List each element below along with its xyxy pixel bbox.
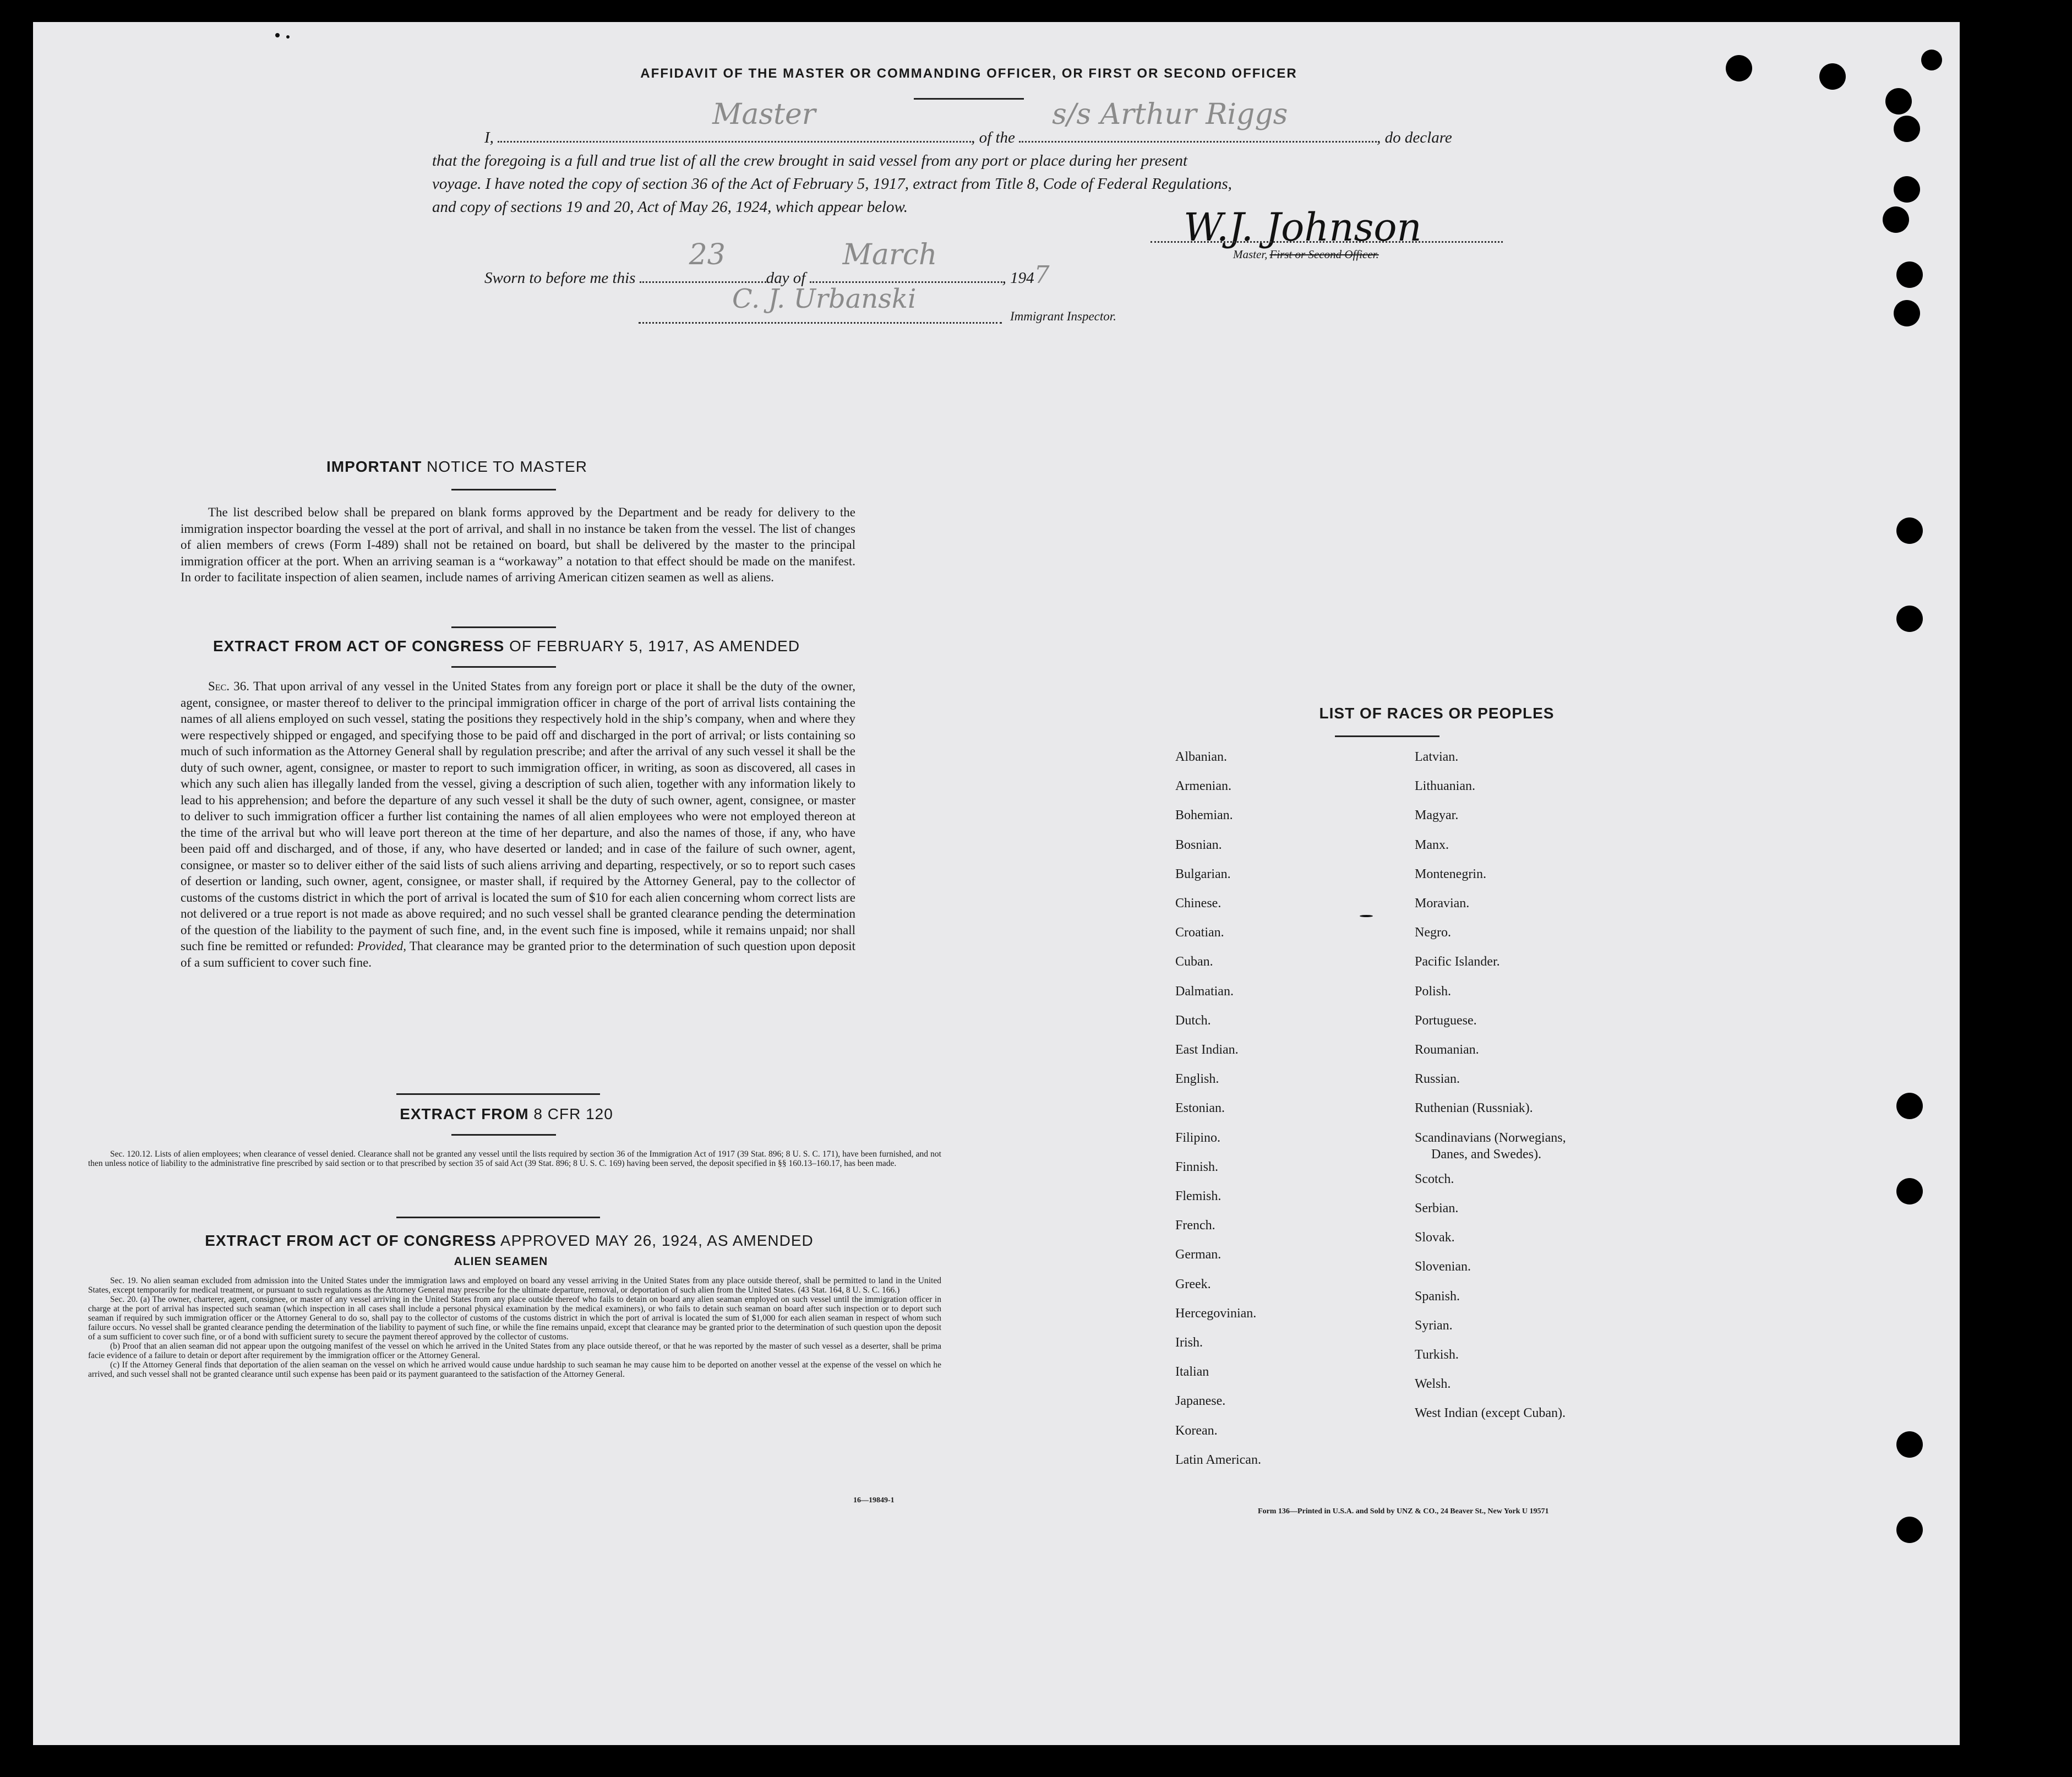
punch-hole <box>1896 517 1923 544</box>
sec-20a-text: Sec. 20. (a) The owner, charterer, agent, consignee, or master of any vessel arriving in the United States from any place outside thereof who fails to detain on board any alien seaman employed on such vessel until the immigration officer in charge at the port of arrival has inspected such seaman (which inspection in all cases shall include a personal physical examination by the medical examiners), or who fails to detain such seaman on board after such inspection or to deport such seaman if required by such immigration officer or the Attorney General to do so, shall pay to the collector of customs of the customs district in which the port of arrival is located the sum of $1,000 for each alien seaman in respect of whom such failure occurs. No vessel shall be granted clearance pending the determination of the liability to payment of such fine, or while the fine remains unpaid, except that clearance may be granted prior to the determination of such question upon the deposit of a sum sufficient to cover such fine, or of a bond with sufficient surety to secure the payment thereof approved by the collector of customs. <box>88 1295 941 1342</box>
affidavit-i: I, <box>484 129 494 146</box>
punch-hole <box>1896 606 1923 632</box>
notice-end-rule <box>451 626 556 628</box>
day-blank <box>640 238 766 283</box>
signature-line <box>1150 241 1503 243</box>
race-item: Cuban. <box>1175 955 1213 969</box>
race-item: Polish. <box>1415 984 1452 999</box>
notice-title-bold: IMPORTANT <box>326 458 422 475</box>
race-item: Roumanian. <box>1415 1043 1479 1057</box>
race-item: Latin American. <box>1175 1452 1261 1467</box>
race-item: Albanian. <box>1175 750 1227 764</box>
affidavit-line-4: and copy of sections 19 and 20, Act of May 26, 1924, which appear below. <box>432 198 908 216</box>
race-item: Portuguese. <box>1415 1013 1477 1028</box>
extract-1917-title-bold: EXTRACT FROM ACT OF CONGRESS <box>212 637 505 655</box>
extract-1924-title-bold: EXTRACT FROM ACT OF CONGRESS <box>205 1232 497 1249</box>
race-item: West Indian (except Cuban). <box>1415 1406 1566 1421</box>
label-first-second-officer: First or Second Officer. <box>1269 248 1379 261</box>
master-signature: W.J. Johnson <box>1184 205 1422 250</box>
rank-blank <box>498 98 971 143</box>
races-title: LIST OF RACES OR PEOPLES <box>1319 705 1555 722</box>
affidavit-title: AFFIDAVIT OF THE MASTER OR COMMANDING OFFICER, OR FIRST OR SECOND OFFICER <box>640 66 1297 81</box>
punch-hole <box>1896 1517 1923 1543</box>
race-item: French. <box>1175 1218 1215 1233</box>
punch-hole <box>1896 1093 1923 1119</box>
race-item: Dalmatian. <box>1175 984 1234 999</box>
printer-footer: Form 136—Printed in U.S.A. and Sold by UNZ & CO., 24 Beaver St., New York U 19571 <box>1258 1507 1549 1516</box>
sec-36-label: Sec. 36. <box>208 679 250 693</box>
race-item: Slovenian. <box>1415 1260 1471 1274</box>
race-item: East Indian. <box>1175 1043 1239 1057</box>
race-item: Scotch. <box>1415 1171 1454 1186</box>
race-item: Flemish. <box>1175 1189 1222 1203</box>
race-item: Negro. <box>1415 925 1451 940</box>
sworn-year-printed: , 194 <box>1002 269 1034 287</box>
handwritten-vessel: s/s Arthur Riggs <box>1052 98 1288 131</box>
sec-36-text: That upon arrival of any vessel in the United States from any foreign port or place it shall be the duty of the owner, agent, consignee, or master thereof to deliver to the principal immigration officer in charge of the port of arrival lists containing the names of all aliens employed on such vessel, stating the positions they respectively hold in the ship’s company, when and where they were respectively shipped or engaged, and specifying those to be paid off and discharged in the port of arrival; or lists containing so much of such information as the Attorney General shall by regulation prescribe; and after the arrival of any such vessel it shall be the duty of such owner, agent, consignee, or master to report to such immigration officer, in writing, as soon as discovered, all cases in which any such alien has illegally landed from the vessel, giving a description of such alien, together with any information likely to lead to his apprehension; and before the departure of any such vessel it shall be the duty of such owner, agent, consignee, or master to deliver to such immigration officer a further list containing the names of all alien employees who were not employed thereon at the time of the arrival but who will leave port thereon at the time of her departure, and also the names of those, if any, who have been paid off and discharged, and of those, if any, who have deserted or landed; and in case of the failure of such owner, agent, consignee, or master so to deliver either of the said lists of such aliens arriving and departing, respectively, or so to report such cases of desertion or landing, such owner, agent, consignee, or master shall, if required by the Attorney General, pay to the collector of customs of the customs district in which the port of arrival is located the sum of $10 for each alien concerning whom correct lists are not delivered or a true report is not made as above required; and no such vessel shall be granted clearance pending the determination of the question of the liability to the payment of such fine, and, in the event such fine is imposed, while it remains unpaid; nor shall such fine be remitted or refunded: <box>181 679 855 953</box>
sec-19-text: Sec. 19. No alien seaman excluded from admission into the United States under the immigration laws and employed on board any vessel arriving in the United States from any place outside thereof, shall be permitted to land in the United States, except temporarily for medical treatment, or pursuant to such regulations as the Attorney General may prescribe for the ultimate departure, removal, or deportation of such alien from the United States. (43 Stat. 164, 8 U. S. C. 166.) <box>88 1276 941 1295</box>
race-item: Croatian. <box>1175 925 1224 940</box>
sec-20b-text: (b) Proof that an alien seaman did not appear upon the outgoing manifest of the vessel on which he arrived in the United States from any place outside thereof, or that he was reported by the master of such vessel as a deserter, shall be prima facie evidence of a failure to detain or deport after requirement by the immigration officer or the Attorney General. <box>88 1342 941 1360</box>
race-item: Armenian. <box>1175 779 1231 794</box>
sworn-day-of: day of <box>766 269 806 287</box>
provided-label: Provided, <box>357 939 407 953</box>
race-item: Italian <box>1175 1365 1209 1380</box>
race-item: Slovak. <box>1415 1230 1455 1245</box>
cfr-end-rule <box>396 1217 600 1218</box>
race-item: Montenegrin. <box>1415 866 1486 881</box>
punch-hole <box>1885 88 1912 115</box>
race-item: Finnish. <box>1175 1159 1219 1174</box>
alien-seamen-subtitle: ALIEN SEAMEN <box>454 1255 548 1268</box>
race-item: German. <box>1175 1247 1222 1262</box>
cfr-top-rule <box>396 1093 600 1095</box>
punch-hole <box>1896 261 1923 288</box>
race-item: Turkish. <box>1415 1348 1459 1362</box>
notice-rule <box>451 489 556 490</box>
sec-20c-text: (c) If the Attorney General finds that deportation of the alien seaman on the vessel on which he arrived would cause undue hardship to such seaman he may cause him to be deported on another vessel at the expense of the vessel on which he arrived, and such vessel shall not be granted clearance until such expense has been paid or its payment guaranteed to the satisfaction of the Attorney General. <box>88 1360 941 1379</box>
race-item: Estonian. <box>1175 1101 1225 1116</box>
punch-hole <box>1726 55 1752 81</box>
extract-cfr-title-rest: 8 CFR 120 <box>528 1105 613 1122</box>
race-item: Ruthenian (Russniak). <box>1415 1101 1533 1116</box>
race-item: Manx. <box>1415 837 1449 852</box>
month-blank <box>810 238 1002 283</box>
race-item: Filipino. <box>1175 1130 1221 1145</box>
race-item: Japanese. <box>1175 1394 1226 1409</box>
punch-hole <box>1896 1178 1923 1204</box>
notice-title-rest: NOTICE TO MASTER <box>422 458 588 475</box>
notice-body: The list described below shall be prepared on blank forms approved by the Department and be ready for delivery to the immigration inspector boarding the vessel at the port of arrival, and shall in no instance be taken from the vessel. The list of changes of alien members of crews (Form I-489) shall not be retained on board, but shall be delivered by the master to the principal immigration officer at the port. When an arriving seaman is a “workaway” a notation to that effect should be made on the manifest. In order to facilitate inspection of alien seamen, include names of arriving American citizen seamen as well as aliens. <box>181 505 855 584</box>
race-item: Lithuanian. <box>1415 779 1475 794</box>
race-item: Syrian. <box>1415 1318 1453 1333</box>
inspector-signature: C. J. Urbanski <box>732 284 917 314</box>
race-item: Pacific Islander. <box>1415 955 1500 969</box>
extract-cfr-title-bold: EXTRACT FROM <box>400 1105 529 1122</box>
handwritten-rank: Master <box>712 98 816 131</box>
cfr-rule <box>451 1134 556 1136</box>
extract-cfr-title <box>242 1105 771 1123</box>
extract-1924-title <box>143 1232 875 1250</box>
handwritten-year: 7 <box>1034 261 1050 289</box>
extract-1917-body <box>181 678 855 971</box>
punch-hole <box>1921 50 1942 70</box>
race-item: Scandinavians (Norwegians, <box>1415 1130 1566 1145</box>
scan-speck <box>275 33 280 37</box>
sworn-prefix: Sworn to before me this <box>484 269 636 287</box>
race-item: Magyar. <box>1415 808 1459 823</box>
punch-hole <box>1896 1431 1923 1458</box>
extract-1924-body <box>88 1276 941 1379</box>
inspector-label: Immigrant Inspector. <box>1010 309 1116 323</box>
master-signature-area <box>1150 205 1536 250</box>
race-item: Moravian. <box>1415 896 1470 911</box>
race-item: Spanish. <box>1415 1289 1460 1304</box>
race-item: Bosnian. <box>1175 837 1222 852</box>
race-item: Serbian. <box>1415 1201 1459 1215</box>
extract-cfr-body: Sec. 120.12. Lists of alien employees; when clearance of vessel denied. Clearance shall not be granted any vessel until the lists required by section 36 of the Immigration Act of 1917 (39 Stat. 896; 8 U. S. C. 171), have been furnished, and not then unless notice of liability to the administrative fine prescribed by said section or to that prescribed by section 35 of said Act (39 Stat. 896; 8 U. S. C. 169) having been served, the deposit specified in §§ 160.13–160.17, has been made. <box>88 1149 941 1168</box>
provided-text: That clearance may be granted prior to the determination of such question upon deposit of a sum sufficient to cover such fine. <box>181 939 856 969</box>
vessel-blank <box>1019 98 1377 143</box>
extract-1917-rule <box>451 666 556 668</box>
punch-hole <box>1894 116 1920 142</box>
race-item: Welsh. <box>1415 1377 1451 1392</box>
race-item: Russian. <box>1415 1072 1460 1087</box>
label-master: Master, <box>1233 248 1268 261</box>
race-item: Chinese. <box>1175 896 1222 911</box>
affidavit-line-2: that the foregoing is a full and true list of all the crew brought in said vessel from any port or place during her present <box>432 152 1188 170</box>
race-item: Bulgarian. <box>1175 866 1231 881</box>
race-item: Danes, and Swedes). <box>1431 1147 1541 1162</box>
scan-speck <box>1360 915 1373 917</box>
signature-label <box>1233 248 1379 261</box>
race-item: Irish. <box>1175 1336 1203 1350</box>
affidavit-do-declare: , do declare <box>1377 129 1452 146</box>
punch-hole <box>1894 176 1920 203</box>
extract-1924-title-rest: APPROVED MAY 26, 1924, AS AMENDED <box>496 1232 814 1249</box>
handwritten-month: March <box>842 238 937 271</box>
races-rule <box>1335 735 1440 737</box>
handwritten-day: 23 <box>689 238 726 271</box>
notice-title <box>182 458 732 476</box>
race-item: English. <box>1175 1072 1219 1087</box>
affidavit-of-the: , of the <box>971 129 1015 146</box>
race-item: Korean. <box>1175 1423 1218 1438</box>
inspector-signature-line <box>639 284 1002 324</box>
title-rule <box>914 98 1024 100</box>
punch-hole <box>1819 63 1846 90</box>
affidavit-line-1 <box>484 98 1629 149</box>
punch-hole <box>1883 206 1909 233</box>
affidavit-line-3: voyage. I have noted the copy of section 36 of the Act of February 5, 1917, extract from Title 8, Code of Federal Regulations, <box>432 175 1232 193</box>
document-page <box>33 22 1960 1745</box>
punch-hole <box>1894 300 1920 326</box>
race-item: Latvian. <box>1415 750 1459 764</box>
race-item: Greek. <box>1175 1277 1211 1291</box>
race-item: Bohemian. <box>1175 808 1233 823</box>
scan-speck <box>286 35 290 39</box>
extract-1917-title <box>143 637 870 655</box>
extract-1917-title-rest: OF FEBRUARY 5, 1917, AS AMENDED <box>504 637 800 655</box>
form-code: 16—19849-1 <box>853 1496 895 1505</box>
race-item: Hercegovinian. <box>1175 1306 1257 1321</box>
race-item: Dutch. <box>1175 1013 1211 1028</box>
